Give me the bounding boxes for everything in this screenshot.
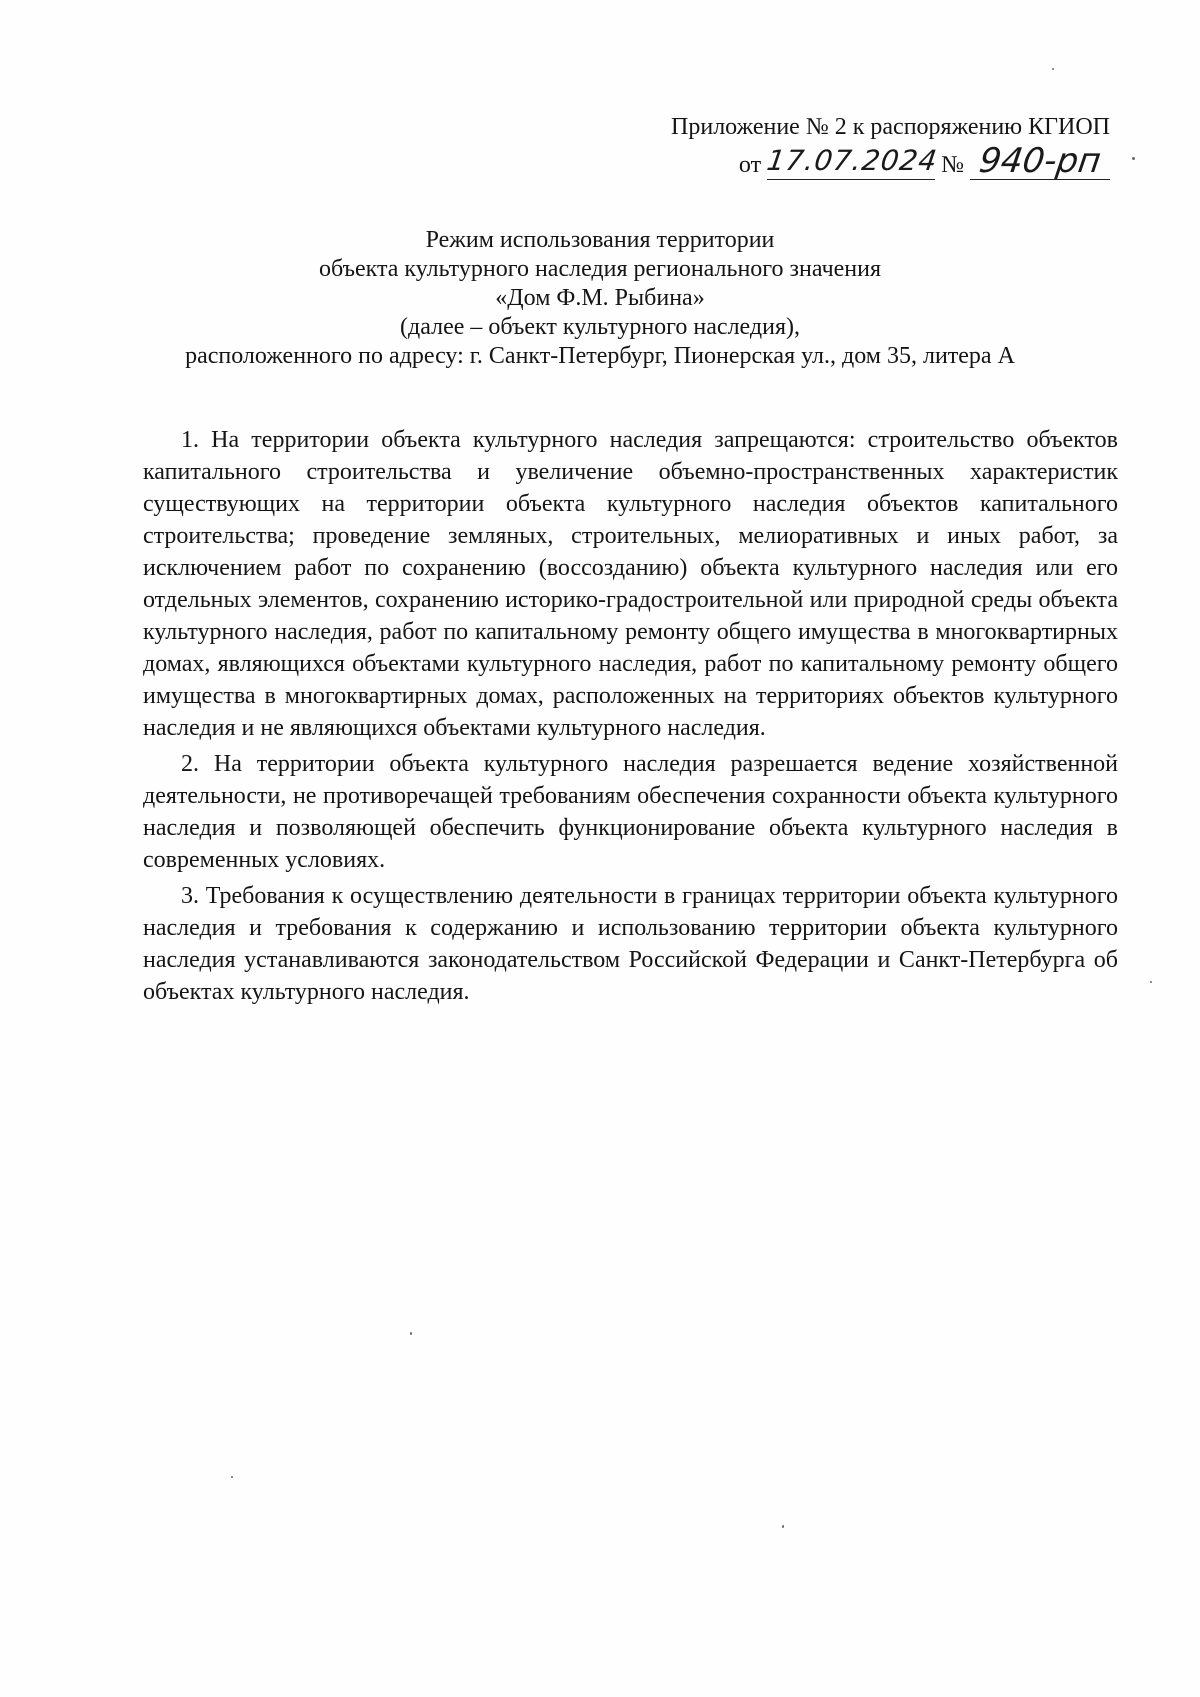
annex-line: Приложение № 2 к распоряжению КГИОП bbox=[671, 114, 1110, 140]
handwritten-number: 940-рп bbox=[976, 141, 1104, 181]
annex-reference bbox=[671, 112, 1110, 180]
title-line-2: объекта культурного наследия регионального значения bbox=[318, 256, 882, 282]
paragraph-1: 1. На территории объекта культурного наследия запрещаются: строительство объектов капитального строительства и увеличение объемно-пространственных характеристик существующих на территории объекта культурного наследия объектов капитального строительства; проведение земляных, строительных, мелиоративных и иных работ, за исключением работ по сохранению (воссозданию) объекта культурного наследия или его отдельных элементов, сохранению историко-градостроительной или природной среды объекта культурного наследия, работ по капитальному ремонту общего имущества в многоквартирных домах, являющихся объектами культурного наследия, работ по капитальному ремонту общего имущества в многоквартирных домах, расположенных на территориях объектов культурного наследия и не являющихся объектами культурного наследия. bbox=[143, 427, 1118, 741]
title-line-5: расположенного по адресу: г. Санкт-Петербург, Пионерская ул., дом 35, литера А bbox=[185, 343, 1015, 369]
scan-speck bbox=[1052, 68, 1054, 70]
document-body bbox=[143, 424, 1118, 1012]
order-date-number-line bbox=[671, 141, 1110, 181]
paragraph-3: 3. Требования к осуществлению деятельности в границах территории объекта культурного наследия и требования к содержанию и использованию территории объекта культурного наследия устанавливаются законодательством Российской Федерации и Санкт-Петербурга об объектах культурного наследия. bbox=[143, 883, 1118, 1005]
handwritten-date: 17.07.2024 bbox=[764, 144, 940, 177]
scan-speck bbox=[231, 1476, 233, 1478]
date-field bbox=[764, 144, 940, 180]
title-line-4: (далее – объект культурного наследия), bbox=[400, 314, 800, 340]
number-field bbox=[970, 141, 1110, 181]
paragraph-2: 2. На территории объекта культурного наследия разрешается ведение хозяйственной деятельности, не противоречащей требованиям обеспечения сохранности объекта культурного наследия и позволяющей обеспечить функционирование объекта культурного наследия в современных условиях. bbox=[143, 751, 1118, 873]
scan-speck bbox=[1132, 157, 1135, 160]
title-line-3: «Дом Ф.М. Рыбина» bbox=[495, 285, 705, 311]
scan-speck bbox=[410, 1332, 412, 1335]
document-title bbox=[0, 226, 1200, 371]
from-label: от bbox=[738, 152, 762, 178]
number-label: № bbox=[941, 152, 964, 178]
scan-speck bbox=[1150, 981, 1152, 983]
scan-speck bbox=[782, 1525, 784, 1528]
title-line-1: Режим использования территории bbox=[425, 227, 775, 253]
